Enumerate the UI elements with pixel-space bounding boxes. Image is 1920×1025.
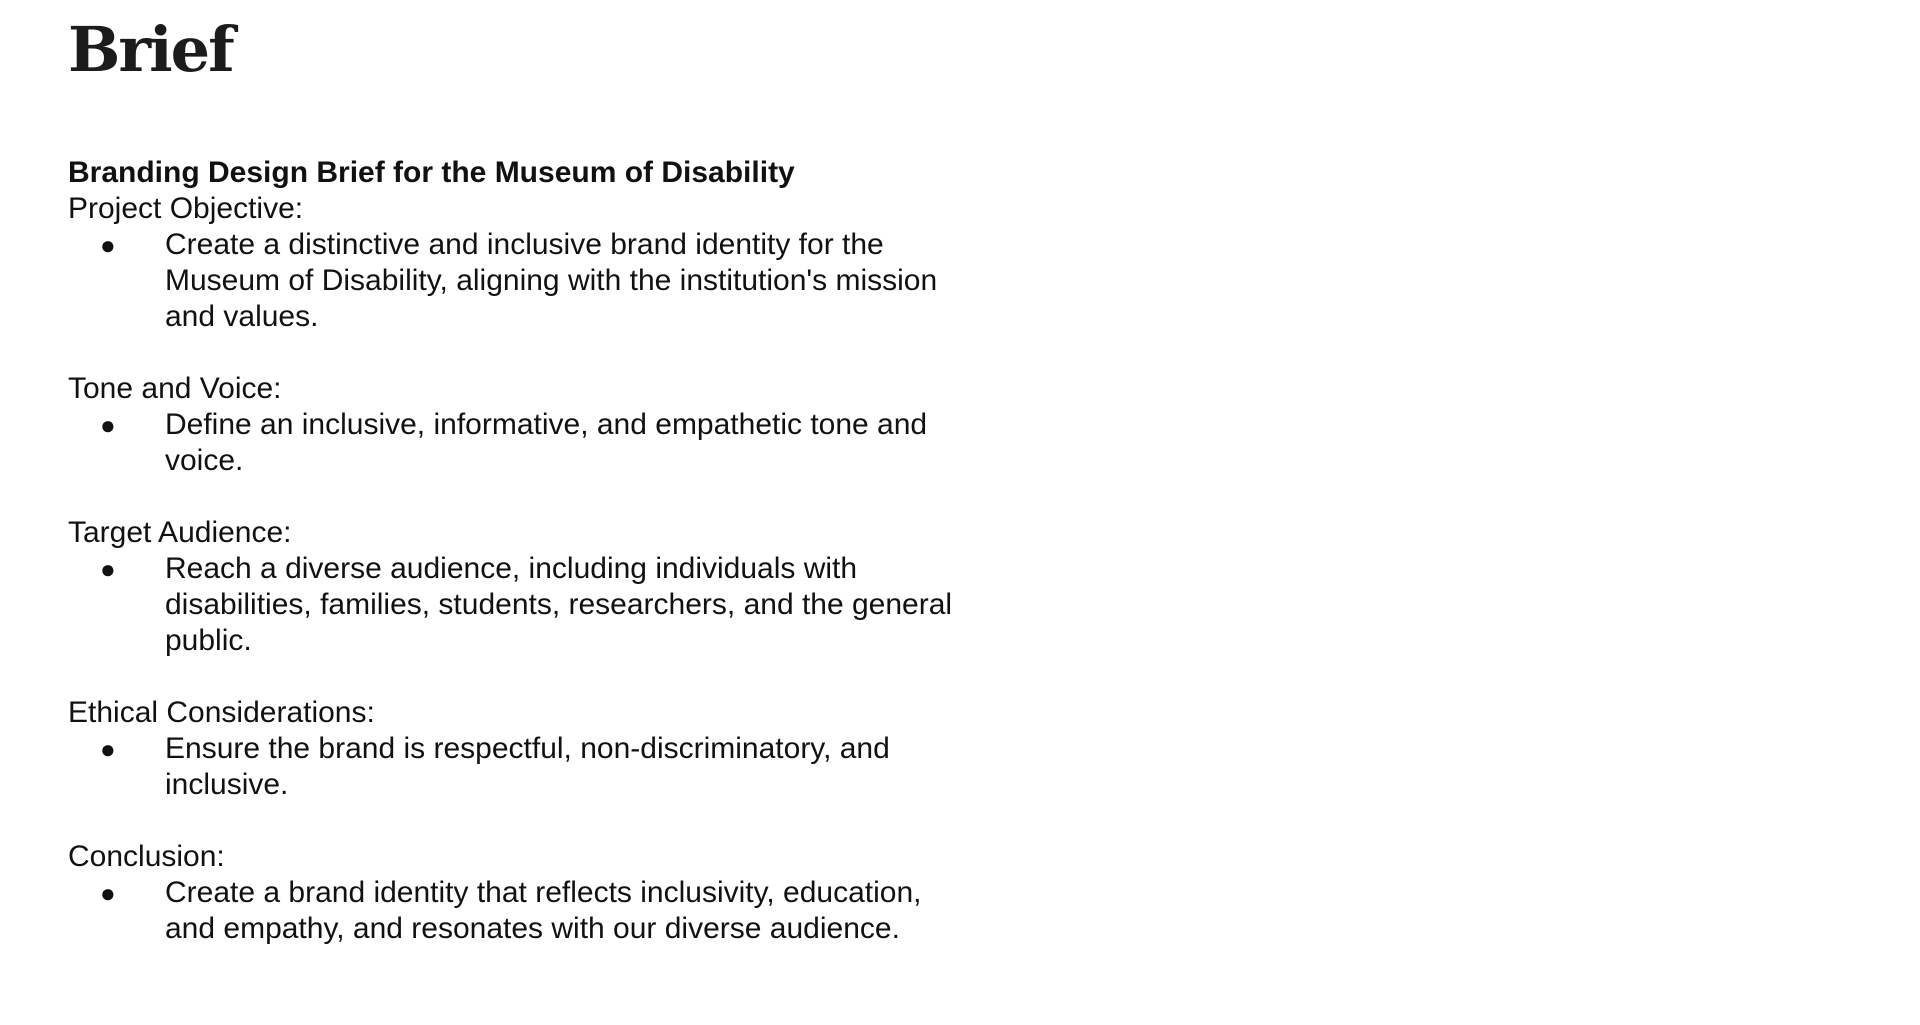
bullet-icon: ● (100, 734, 116, 764)
list-item-text: Create a brand identity that reflects inclusivity, education, and empathy, and resonates with our diverse audience. (165, 876, 922, 945)
section-label: Target Audience: (68, 516, 292, 549)
section-target-audience (68, 515, 968, 659)
list-item (68, 227, 968, 335)
document-heading: Branding Design Brief for the Museum of Disability (68, 156, 795, 189)
section-project-objective (68, 191, 968, 335)
bullet-list (68, 731, 968, 803)
section-ethical-considerations (68, 695, 968, 803)
section-label: Project Objective: (68, 192, 304, 225)
bullet-icon: ● (100, 230, 116, 260)
bullet-list (68, 407, 968, 479)
list-item-text: Define an inclusive, informative, and empathetic tone and voice. (165, 408, 928, 477)
section-tone-and-voice (68, 371, 968, 479)
list-item (68, 875, 968, 947)
bullet-icon: ● (100, 410, 116, 440)
section-label: Tone and Voice: (68, 372, 282, 405)
list-item (68, 731, 968, 803)
bullet-list (68, 875, 968, 947)
list-item (68, 407, 968, 479)
bullet-icon: ● (100, 878, 116, 908)
section-label: Ethical Considerations: (68, 696, 375, 729)
brief-document (68, 155, 968, 983)
list-item (68, 551, 968, 659)
section-label: Conclusion: (68, 840, 225, 873)
list-item-text: Create a distinctive and inclusive brand identity for the Museum of Disability, aligning with the institution's mission and values. (165, 228, 938, 333)
list-item-text: Reach a diverse audience, including individuals with disabilities, families, students, researchers, and the general public. (165, 552, 953, 657)
section-conclusion (68, 839, 968, 947)
bullet-icon: ● (100, 554, 116, 584)
bullet-list (68, 227, 968, 335)
page-title: Brief (68, 13, 233, 86)
list-item-text: Ensure the brand is respectful, non-discriminatory, and inclusive. (165, 732, 890, 801)
bullet-list (68, 551, 968, 659)
